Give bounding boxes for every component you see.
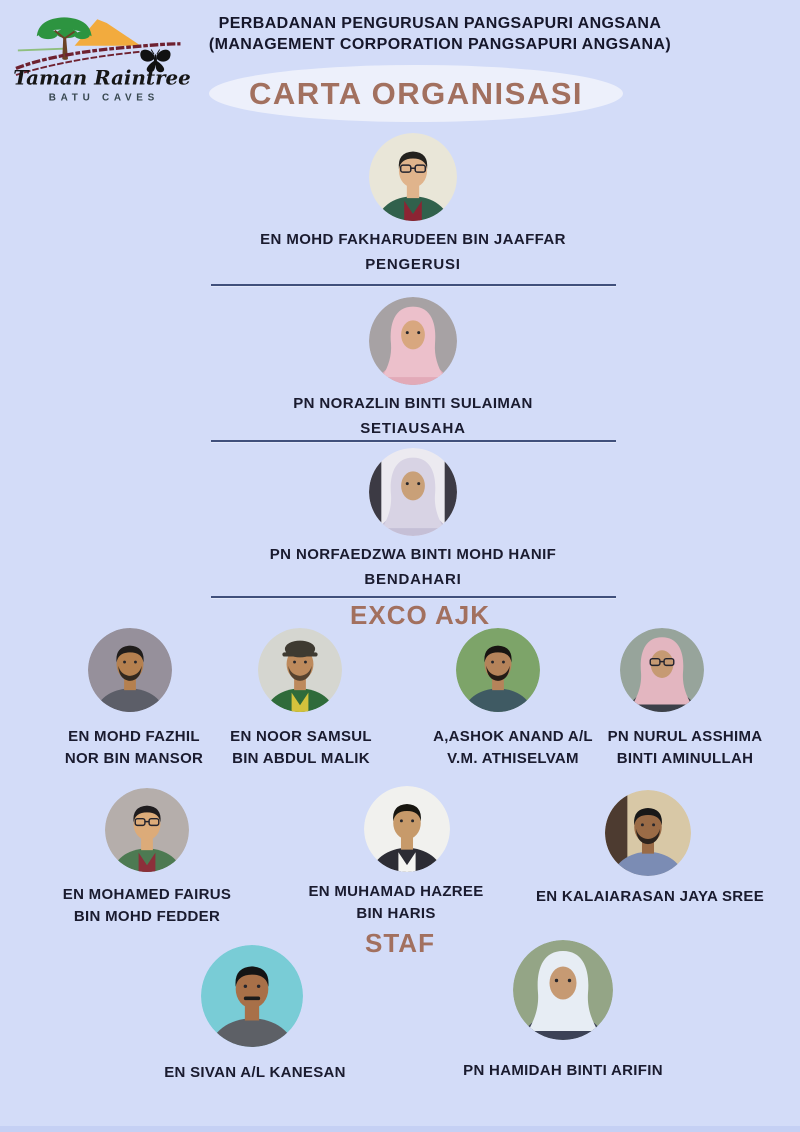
photo-bendahari bbox=[369, 448, 457, 536]
photo-exco-fairus bbox=[105, 788, 189, 872]
photo-exco-nurul bbox=[620, 628, 704, 712]
photo-exco-hazree bbox=[364, 786, 450, 872]
member-name: PN NURUL ASSHIMA BINTI AMINULLAH bbox=[607, 728, 763, 767]
org-name-line2: (MANAGEMENT CORPORATION PANGSAPURI ANGSANA) bbox=[208, 36, 672, 53]
photo-exco-kalaiarasan bbox=[605, 790, 691, 876]
member-name: A,ASHOK ANAND A/L V.M. ATHISELVAM bbox=[433, 728, 593, 767]
section-heading-exco: EXCO AJK bbox=[350, 600, 490, 630]
photo-exco-samsul bbox=[258, 628, 342, 712]
logo-name-text: Taman Raintree bbox=[13, 65, 191, 90]
officer-role: BENDAHARI bbox=[364, 571, 462, 588]
member-name: EN KALAIARASAN JAYA SREE bbox=[535, 888, 765, 905]
member-name: EN SIVAN A/L KANESAN bbox=[164, 1064, 346, 1081]
officer-bendahari bbox=[213, 448, 613, 590]
photo-setiausaha bbox=[369, 297, 457, 385]
member-name: EN MOHD FAZHIL NOR BIN MANSOR bbox=[64, 728, 204, 767]
org-header bbox=[150, 13, 730, 55]
divider-2 bbox=[211, 440, 616, 442]
member-name: EN MUHAMAD HAZREE BIN HARIS bbox=[308, 883, 484, 922]
section-heading-staf: STAF bbox=[365, 928, 435, 958]
divider-3 bbox=[211, 596, 616, 598]
officer-name: PN NORFAEDZWA BINTI MOHD HANIF bbox=[269, 546, 557, 563]
photo-exco-fazhil bbox=[88, 628, 172, 712]
officer-pengerusi bbox=[213, 133, 613, 275]
member-name: EN NOOR SAMSUL BIN ABDUL MALIK bbox=[230, 728, 372, 767]
logo-tree-foliage bbox=[75, 32, 90, 40]
chart-title-banner bbox=[209, 65, 623, 122]
org-name-line1: PERBADANAN PENGURUSAN PANGSAPURI ANGSANA bbox=[218, 15, 662, 32]
chart-title: CARTA ORGANISASI bbox=[249, 75, 583, 111]
member-name: PN HAMIDAH BINTI ARIFIN bbox=[463, 1062, 663, 1079]
divider-1 bbox=[211, 284, 616, 286]
photo-staf-sivan bbox=[201, 945, 303, 1047]
photo-pengerusi bbox=[369, 133, 457, 221]
officer-setiausaha bbox=[213, 297, 613, 439]
logo-location-text: BATU CAVES bbox=[48, 92, 159, 104]
officer-name: PN NORAZLIN BINTI SULAIMAN bbox=[293, 395, 533, 412]
bottom-strip bbox=[0, 1126, 800, 1132]
officer-role: SETIAUSAHA bbox=[360, 420, 466, 437]
officer-role: PENGERUSI bbox=[365, 256, 461, 273]
officer-name: EN MOHD FAKHARUDEEN BIN JAAFFAR bbox=[260, 231, 566, 248]
member-name: EN MOHAMED FAIRUS BIN MOHD FEDDER bbox=[62, 886, 232, 925]
photo-staf-hamidah bbox=[513, 940, 613, 1040]
logo-grass-line bbox=[18, 49, 67, 51]
photo-exco-ashok bbox=[456, 628, 540, 712]
